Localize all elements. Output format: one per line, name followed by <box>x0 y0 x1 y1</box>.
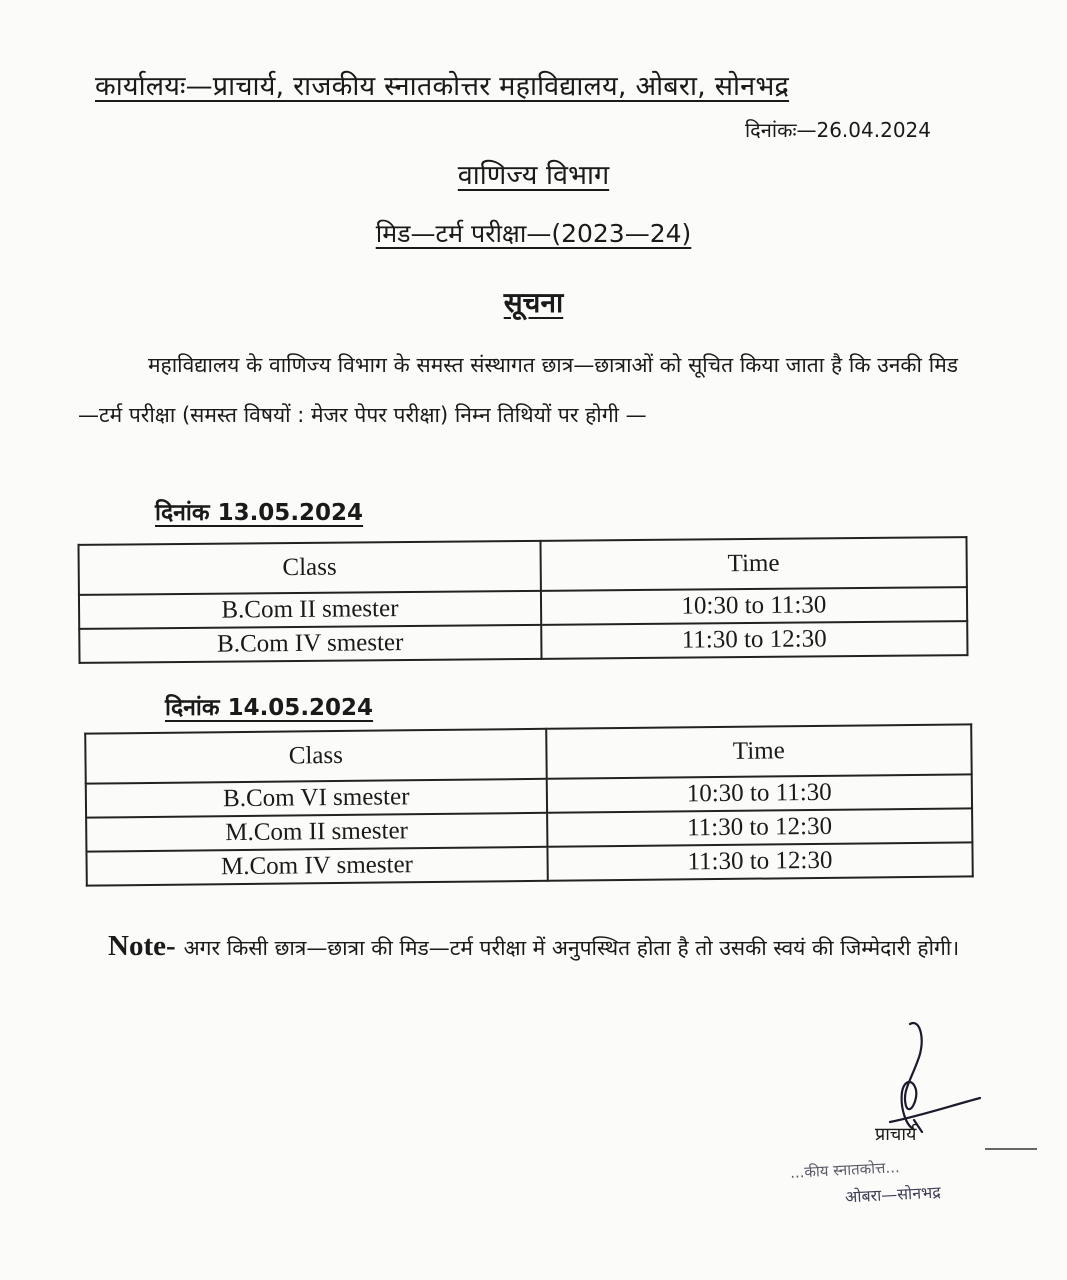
class-cell: M.Com IV smester <box>86 847 547 886</box>
stamp-text: ओबरा—सोनभद्र <box>844 1182 942 1207</box>
schedule-table <box>77 536 968 664</box>
table-header-row <box>79 537 967 595</box>
time-cell: 10:30 to 11:30 <box>546 774 972 812</box>
notice-date: दिनांकः—26.04.2024 <box>745 118 931 142</box>
header-time: Time <box>546 724 972 778</box>
time-cell: 11:30 to 12:30 <box>547 808 973 846</box>
note-label: Note- <box>108 930 176 962</box>
notice-heading <box>0 283 1067 321</box>
time-cell: 10:30 to 11:30 <box>541 587 968 625</box>
class-cell: B.Com IV smester <box>79 625 541 663</box>
class-cell: M.Com II smester <box>86 813 547 852</box>
schedule-date-label: दिनांक 13.05.2024 <box>155 500 364 526</box>
note-text: अगर किसी छात्र—छात्रा की मिड—टर्म परीक्षा में अनुपस्थित होता है तो उसकी स्वयं की जिम्मेदारी होगी। <box>183 936 960 960</box>
principal-title: प्राचार्य <box>875 1124 917 1145</box>
department-title-text: वाणिज्य विभाग <box>457 160 610 191</box>
table-header-row <box>85 724 971 783</box>
stamp-rule <box>985 1148 1037 1150</box>
exam-title <box>0 216 1067 250</box>
time-cell: 11:30 to 12:30 <box>547 842 973 880</box>
office-header: कार्यालयः—प्राचार्य, राजकीय स्नातकोत्तर महाविद्यालय, ओबरा, सोनभद्र <box>95 71 790 102</box>
schedule-date-label: दिनांक 14.05.2024 <box>165 695 374 721</box>
notice-heading-text: सूचना <box>503 286 564 319</box>
exam-title-text: मिड—टर्म परीक्षा—(2023—24) <box>375 219 692 248</box>
department-title <box>0 155 1067 192</box>
notice-body: महाविद्यालय के वाणिज्य विभाग के समस्त संस्थागत छात्र—छात्राओं को सूचित किया जाता है कि उनकी मिड—टर्म परीक्षा (समस्त विषयों : मेजर पेपर परीक्षा) निम्न तिथियों पर होगी — <box>78 353 958 427</box>
note <box>108 925 968 969</box>
header-class: Class <box>79 541 541 595</box>
class-cell: B.Com II smester <box>79 591 541 629</box>
header-time: Time <box>540 537 967 591</box>
schedule-table <box>84 723 974 886</box>
header-class: Class <box>85 729 546 784</box>
time-cell: 11:30 to 12:30 <box>541 621 968 659</box>
class-cell: B.Com VI smester <box>86 779 547 818</box>
stamp-text: ...कीय स्नातकोत्त... <box>789 1158 901 1182</box>
table-row <box>79 621 967 663</box>
